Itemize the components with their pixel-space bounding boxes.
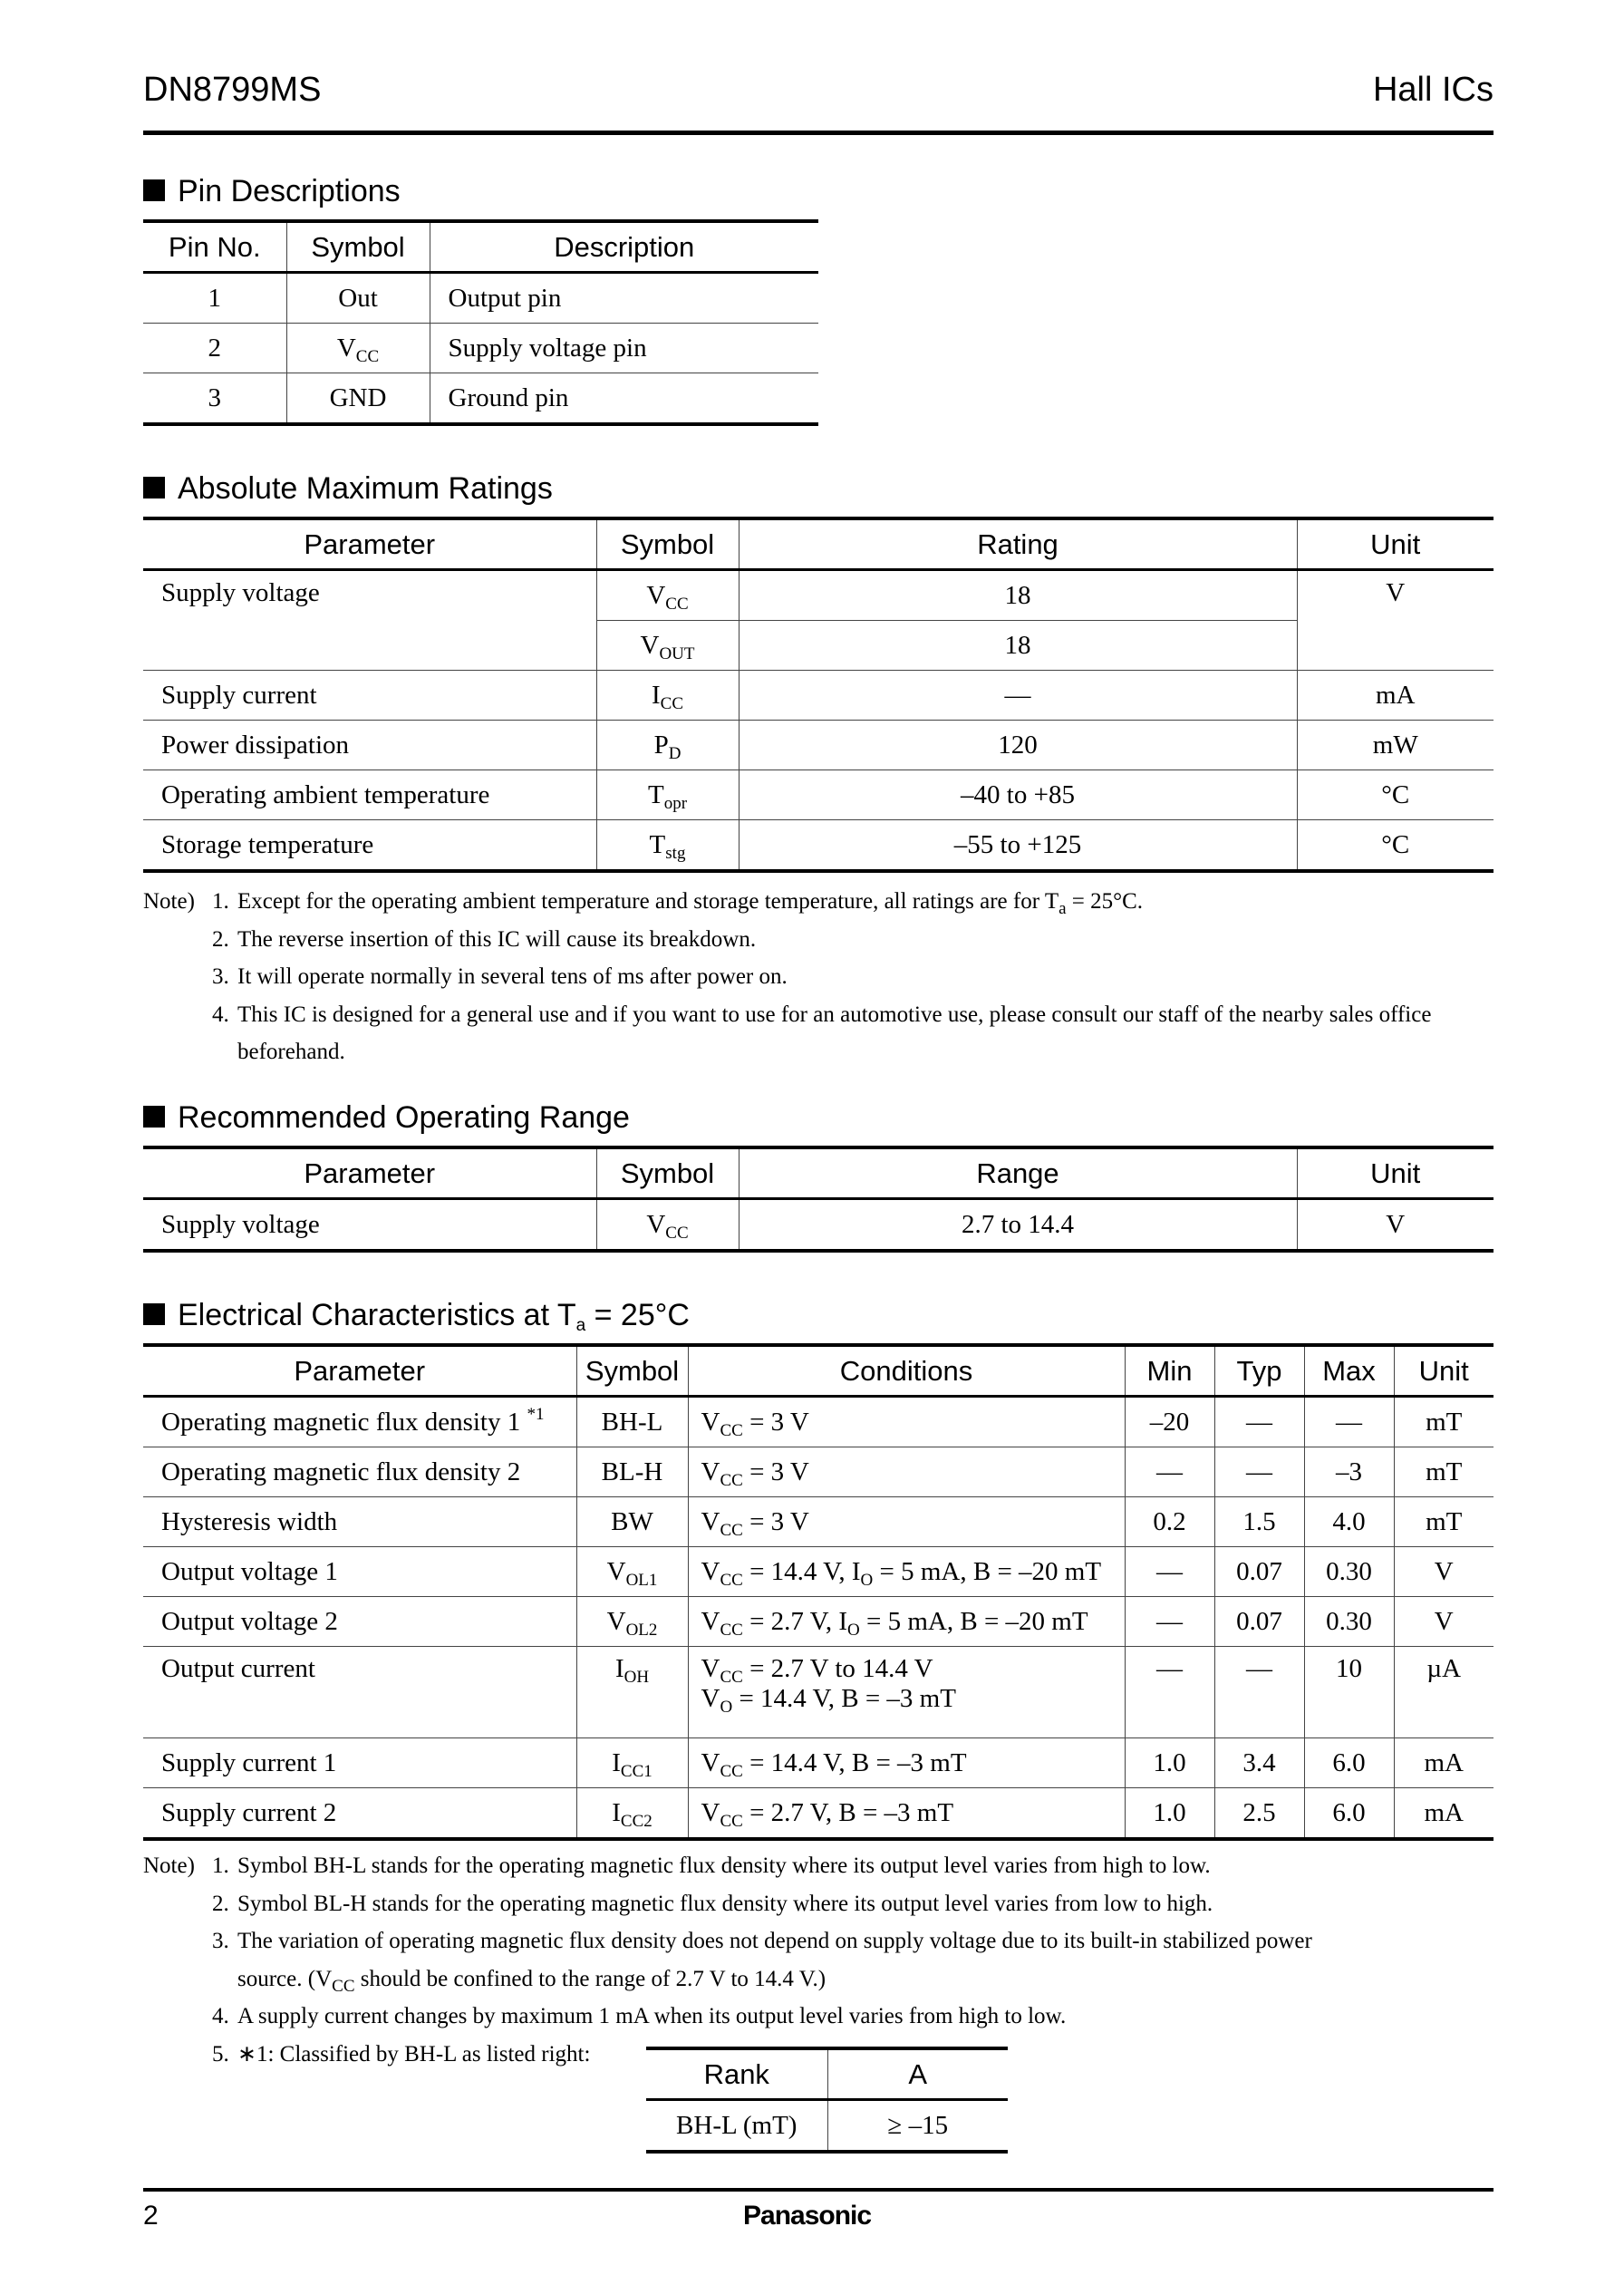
pin-number: 1 bbox=[143, 273, 286, 324]
unit: °C bbox=[1297, 770, 1494, 820]
unit: V bbox=[1297, 570, 1494, 671]
table-header-row bbox=[143, 221, 818, 273]
table-row bbox=[143, 770, 1494, 820]
min-value: –20 bbox=[1125, 1397, 1214, 1447]
conditions: $V_{CC} = 14.4$ V, $I_O = 5$ mA, B = –20 mT bbox=[688, 1547, 1125, 1597]
min-value: 1.0 bbox=[1125, 1738, 1214, 1788]
conditions: $V_{CC} = 3$ V bbox=[688, 1447, 1125, 1497]
table-row bbox=[143, 820, 1494, 872]
table-row bbox=[143, 1199, 1494, 1252]
note-label: Note) bbox=[143, 889, 195, 914]
unit: V bbox=[1297, 1199, 1494, 1252]
table-row bbox=[143, 1788, 1494, 1840]
note-label: Note) bbox=[143, 1854, 195, 1878]
pin-symbol: $V_{CC}$ bbox=[286, 324, 430, 373]
symbol: $V_{OL1}$ bbox=[576, 1547, 688, 1597]
column-header: Unit bbox=[1297, 518, 1494, 570]
parameter: Supply current 2 bbox=[143, 1788, 576, 1840]
symbol: BH-L bbox=[576, 1397, 688, 1447]
electrical-notes bbox=[143, 1847, 1494, 2073]
column-header: Parameter bbox=[143, 1147, 596, 1199]
section-title-recommended-operating-range: Recommended Operating Range bbox=[143, 1100, 630, 1136]
symbol: $V_{OL2}$ bbox=[576, 1597, 688, 1647]
parameter: Hysteresis width bbox=[143, 1497, 576, 1547]
parameter: Output voltage 2 bbox=[143, 1597, 576, 1647]
table-row bbox=[143, 671, 1494, 721]
symbol: $T_{opr}$ bbox=[596, 770, 739, 820]
column-header: Parameter bbox=[143, 1345, 576, 1397]
note-item: Note) 1. Symbol BH-L stands for the operating magnetic flux density where its output level varies from high to low. bbox=[143, 1847, 1494, 1885]
max-value: 10 bbox=[1304, 1647, 1394, 1738]
brand-logo: Panasonic bbox=[743, 2201, 872, 2231]
rating: –40 to +85 bbox=[739, 770, 1297, 820]
typ-value: — bbox=[1214, 1647, 1304, 1738]
unit: µA bbox=[1394, 1647, 1494, 1738]
unit: °C bbox=[1297, 820, 1494, 872]
rating: –55 to +125 bbox=[739, 820, 1297, 872]
column-header: Description bbox=[430, 221, 818, 273]
section-title-absolute-maximum-ratings: Absolute Maximum Ratings bbox=[143, 471, 553, 507]
parameter: Power dissipation bbox=[143, 721, 596, 770]
unit: mA bbox=[1394, 1788, 1494, 1840]
min-value: — bbox=[1125, 1597, 1214, 1647]
typ-value: — bbox=[1214, 1397, 1304, 1447]
table-row bbox=[143, 1397, 1494, 1447]
unit: mA bbox=[1297, 671, 1494, 721]
unit: V bbox=[1394, 1547, 1494, 1597]
column-header: Symbol bbox=[596, 518, 739, 570]
column-header: Symbol bbox=[596, 1147, 739, 1199]
pin-description: Output pin bbox=[430, 273, 818, 324]
conditions: $V_{CC} = 2.7$ V to 14.4 V $V_O = 14.4$ V, B = –3 mT bbox=[688, 1647, 1125, 1738]
table-row bbox=[143, 721, 1494, 770]
max-value: 6.0 bbox=[1304, 1788, 1394, 1840]
typ-value: 3.4 bbox=[1214, 1738, 1304, 1788]
column-header: Conditions bbox=[688, 1345, 1125, 1397]
pin-description: Ground pin bbox=[430, 373, 818, 425]
pin-descriptions-table bbox=[143, 219, 818, 426]
parameter: Output current bbox=[143, 1647, 576, 1738]
column-header: Unit bbox=[1394, 1345, 1494, 1397]
symbol: BL-H bbox=[576, 1447, 688, 1497]
typ-value: 0.07 bbox=[1214, 1547, 1304, 1597]
min-value: — bbox=[1125, 1647, 1214, 1738]
table-row bbox=[646, 2100, 1008, 2153]
typ-value: — bbox=[1214, 1447, 1304, 1497]
footer-divider bbox=[143, 2188, 1494, 2192]
table-row bbox=[143, 1597, 1494, 1647]
table-header-row bbox=[646, 2048, 1008, 2100]
column-header: Pin No. bbox=[143, 221, 286, 273]
note-item: 4. This IC is designed for a general use and if you want to use for an automotive use, please consult our staff of the nearby sales office beforehand. bbox=[212, 1002, 1432, 1064]
unit: mT bbox=[1394, 1397, 1494, 1447]
conditions: $V_{CC} = 3$ V bbox=[688, 1497, 1125, 1547]
symbol: $V_{CC}$ bbox=[596, 1199, 739, 1252]
min-value: — bbox=[1125, 1547, 1214, 1597]
table-row bbox=[143, 1497, 1494, 1547]
conditions: $V_{CC} = 14.4$ V, B = –3 mT bbox=[688, 1738, 1125, 1788]
symbol: BW bbox=[576, 1497, 688, 1547]
parameter: Supply current 1 bbox=[143, 1738, 576, 1788]
note-item: 3. The variation of operating magnetic flux density does not depend on supply voltage due to its built-in stabilized power source. ($V_{CC}$ should be confined to the range of 2.7 V to 14.4 V.) bbox=[212, 1929, 1312, 1996]
table-row bbox=[143, 324, 818, 373]
bullet-square-icon bbox=[143, 179, 165, 201]
note-item: 2. The reverse insertion of this IC will cause its breakdown. bbox=[212, 926, 757, 952]
rank-value: ≥ –15 bbox=[827, 2100, 1008, 2153]
table-row bbox=[143, 1738, 1494, 1788]
unit: V bbox=[1394, 1597, 1494, 1647]
bullet-square-icon bbox=[143, 477, 165, 498]
note-item: 3. It will operate normally in several tens of ms after power on. bbox=[212, 964, 788, 989]
pin-description: Supply voltage pin bbox=[430, 324, 818, 373]
pin-symbol: Out bbox=[286, 273, 430, 324]
page-header bbox=[143, 71, 1494, 135]
parameter: Output voltage 1 bbox=[143, 1547, 576, 1597]
unit: mT bbox=[1394, 1447, 1494, 1497]
column-header: Max bbox=[1304, 1345, 1394, 1397]
table-header-row bbox=[143, 1147, 1494, 1199]
symbol: $T_{stg}$ bbox=[596, 820, 739, 872]
rating: 18 bbox=[739, 570, 1297, 621]
unit: mA bbox=[1394, 1738, 1494, 1788]
max-value: 0.30 bbox=[1304, 1597, 1394, 1647]
typ-value: 0.07 bbox=[1214, 1597, 1304, 1647]
note-item: 5. ∗1: Classified by BH-L as listed right: bbox=[212, 2041, 591, 2067]
symbol: $I_{CC}$ bbox=[596, 671, 739, 721]
recommended-operating-range-table bbox=[143, 1146, 1494, 1253]
table-row bbox=[143, 273, 818, 324]
min-value: 1.0 bbox=[1125, 1788, 1214, 1840]
table-header-row bbox=[143, 518, 1494, 570]
absolute-maximum-ratings-table bbox=[143, 517, 1494, 873]
bullet-square-icon bbox=[143, 1303, 165, 1325]
note-item: 2. Symbol BL-H stands for the operating magnetic flux density where its output level varies from low to high. bbox=[212, 1891, 1213, 1916]
symbol: $V_{OUT}$ bbox=[596, 621, 739, 671]
symbol: $V_{CC}$ bbox=[596, 570, 739, 621]
column-header: A bbox=[827, 2048, 1008, 2100]
min-value: — bbox=[1125, 1447, 1214, 1497]
column-header: Rank bbox=[646, 2048, 827, 2100]
note-item: Note) 1. Except for the operating ambient temperature and storage temperature, all ratings are for $T_a = 25^\circ C$. bbox=[143, 883, 1494, 921]
table-row bbox=[143, 1647, 1494, 1738]
range: 2.7 to 14.4 bbox=[739, 1199, 1297, 1252]
pin-number: 3 bbox=[143, 373, 286, 425]
column-header: Rating bbox=[739, 518, 1297, 570]
parameter: Operating magnetic flux density 1 $^{*1}$ bbox=[143, 1397, 576, 1447]
rating: 18 bbox=[739, 621, 1297, 671]
pin-number: 2 bbox=[143, 324, 286, 373]
column-header: Parameter bbox=[143, 518, 596, 570]
parameter: Supply voltage bbox=[143, 570, 596, 671]
max-value: –3 bbox=[1304, 1447, 1394, 1497]
parameter: Operating ambient temperature bbox=[143, 770, 596, 820]
parameter: Supply voltage bbox=[143, 1199, 596, 1252]
max-value: 4.0 bbox=[1304, 1497, 1394, 1547]
column-header: Range bbox=[739, 1147, 1297, 1199]
electrical-characteristics-table bbox=[143, 1343, 1494, 1841]
table-row bbox=[143, 1447, 1494, 1497]
column-header: Min bbox=[1125, 1345, 1214, 1397]
parameter: Operating magnetic flux density 2 bbox=[143, 1447, 576, 1497]
conditions: $V_{CC} = 2.7$ V, $I_O = 5$ mA, B = –20 mT bbox=[688, 1597, 1125, 1647]
max-value: — bbox=[1304, 1397, 1394, 1447]
column-header: Symbol bbox=[286, 221, 430, 273]
parameter: Supply current bbox=[143, 671, 596, 721]
column-header: Unit bbox=[1297, 1147, 1494, 1199]
unit: mW bbox=[1297, 721, 1494, 770]
table-row bbox=[143, 373, 818, 425]
column-header: Typ bbox=[1214, 1345, 1304, 1397]
section-title-electrical-characteristics: Electrical Characteristics at $T_a = 25^\circ C$ bbox=[143, 1298, 690, 1333]
category: Hall ICs bbox=[1372, 71, 1494, 109]
abs-max-notes bbox=[143, 883, 1494, 1071]
bullet-square-icon bbox=[143, 1106, 165, 1128]
table-row bbox=[143, 570, 1494, 621]
conditions: $V_{CC} = 3$ V bbox=[688, 1397, 1125, 1447]
pin-symbol: GND bbox=[286, 373, 430, 425]
page-number: 2 bbox=[143, 2201, 159, 2231]
min-value: 0.2 bbox=[1125, 1497, 1214, 1547]
table-header-row bbox=[143, 1345, 1494, 1397]
rating: 120 bbox=[739, 721, 1297, 770]
unit: mT bbox=[1394, 1497, 1494, 1547]
max-value: 0.30 bbox=[1304, 1547, 1394, 1597]
symbol: $I_{CC1}$ bbox=[576, 1738, 688, 1788]
symbol: $I_{CC2}$ bbox=[576, 1788, 688, 1840]
symbol: $I_{OH}$ bbox=[576, 1647, 688, 1738]
note-item: 4. A supply current changes by maximum 1 mA when its output level varies from high to low. bbox=[212, 2004, 1067, 2028]
column-header: Symbol bbox=[576, 1345, 688, 1397]
typ-value: 1.5 bbox=[1214, 1497, 1304, 1547]
rank-parameter: BH-L (mT) bbox=[646, 2100, 827, 2153]
conditions: $V_{CC} = 2.7$ V, B = –3 mT bbox=[688, 1788, 1125, 1840]
max-value: 6.0 bbox=[1304, 1738, 1394, 1788]
symbol: $P_D$ bbox=[596, 721, 739, 770]
rank-table bbox=[646, 2047, 1008, 2154]
part-number: DN8799MS bbox=[143, 71, 322, 109]
rating: — bbox=[739, 671, 1297, 721]
section-title-pin-descriptions: Pin Descriptions bbox=[143, 174, 401, 209]
parameter: Storage temperature bbox=[143, 820, 596, 872]
typ-value: 2.5 bbox=[1214, 1788, 1304, 1840]
table-row bbox=[143, 1547, 1494, 1597]
